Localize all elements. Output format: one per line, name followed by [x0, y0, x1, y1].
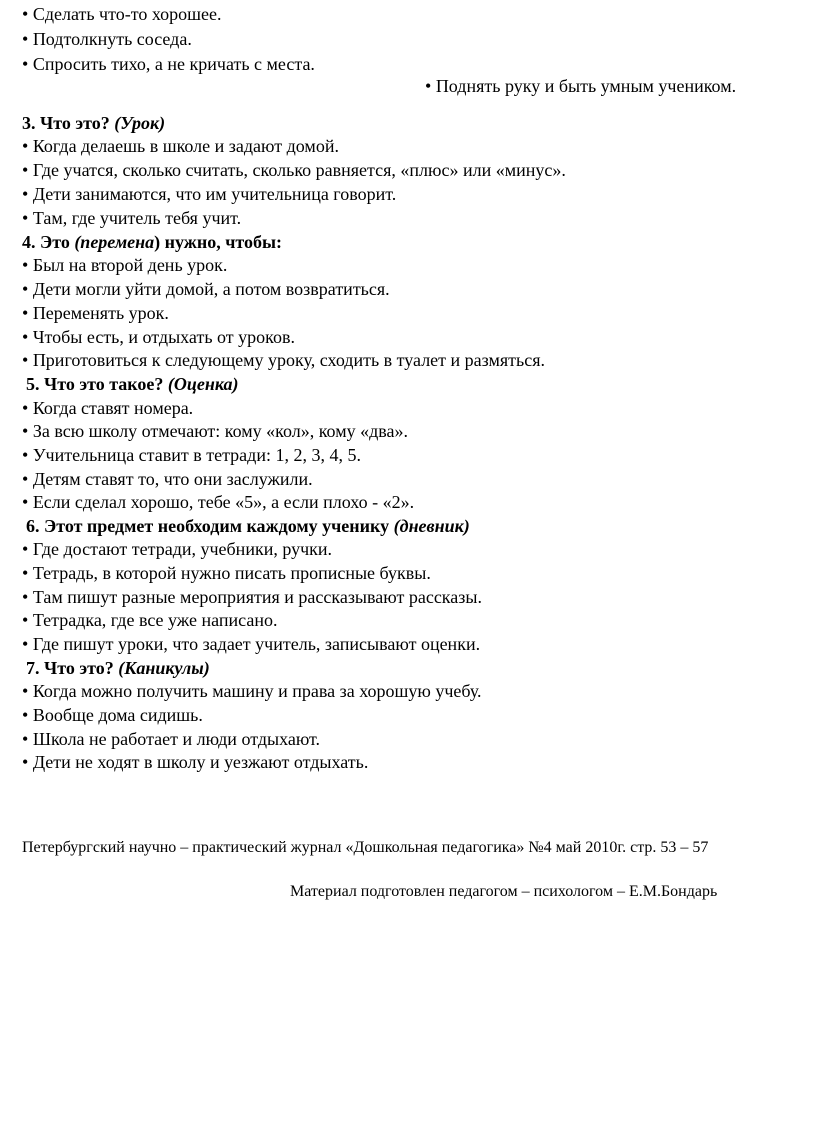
- section-answer: (Оценка): [167, 374, 239, 394]
- section-number: 4.: [22, 232, 36, 252]
- section-heading: [26, 657, 210, 679]
- list-item: • Тетрадь, в которой нужно писать прописные буквы.: [22, 562, 431, 584]
- source-citation: Петербургский научно – практический журнал «Дошкольная педагогика» №4 май 2010г. стр. 53 – 57: [22, 839, 709, 856]
- author-credit: Материал подготовлен педагогом – психологом – Е.М.Бондарь: [290, 883, 718, 900]
- list-item: • Дети не ходят в школу и уезжают отдыхать.: [22, 751, 368, 773]
- section-heading: [26, 515, 470, 537]
- section-number: 3.: [22, 113, 36, 133]
- section-number: 7.: [26, 658, 40, 678]
- section-number: 5.: [26, 374, 40, 394]
- list-item: • Тетрадка, где все уже написано.: [22, 609, 277, 631]
- list-item: • Там, где учитель тебя учит.: [22, 207, 241, 229]
- section-answer: (перемена: [74, 232, 155, 252]
- section-question: Что это?: [40, 113, 110, 133]
- section-question: Это: [40, 232, 70, 252]
- list-item: • Учительница ставит в тетради: 1, 2, 3, 4, 5.: [22, 444, 361, 466]
- list-item: • Чтобы есть, и отдыхать от уроков.: [22, 326, 295, 348]
- list-item: • Дети занимаются, что им учительница говорит.: [22, 183, 396, 205]
- section-heading: [22, 231, 282, 253]
- intro-item: • Сделать что-то хорошее.: [22, 3, 222, 25]
- section-answer: (Каникулы): [118, 658, 210, 678]
- list-item: • Переменять урок.: [22, 302, 169, 324]
- section-question-tail: ) нужно, чтобы:: [154, 232, 283, 252]
- list-item: • Там пишут разные мероприятия и рассказывают рассказы.: [22, 586, 482, 608]
- section-question: Этот предмет необходим каждому ученику: [44, 516, 390, 536]
- section-heading: [22, 112, 165, 134]
- intro-item: • Поднять руку и быть умным учеником.: [425, 75, 736, 97]
- intro-item: • Спросить тихо, а не кричать с места.: [22, 53, 315, 75]
- list-item: • Если сделал хорошо, тебе «5», а если плохо - «2».: [22, 491, 414, 513]
- section-heading: [26, 373, 239, 395]
- list-item: • Вообще дома сидишь.: [22, 704, 203, 726]
- list-item: • Когда ставят номера.: [22, 397, 193, 419]
- section-number: 6.: [26, 516, 40, 536]
- intro-item: • Подтолкнуть соседа.: [22, 28, 192, 50]
- list-item: • Школа не работает и люди отдыхают.: [22, 728, 320, 750]
- list-item: • Где учатся, сколько считать, сколько равняется, «плюс» или «минус».: [22, 159, 566, 181]
- list-item: • Дети могли уйти домой, а потом возвратиться.: [22, 278, 390, 300]
- list-item: • Когда можно получить машину и права за хорошую учебу.: [22, 680, 482, 702]
- section-question: Что это?: [44, 658, 114, 678]
- list-item: • Был на второй день урок.: [22, 254, 227, 276]
- section-answer: (дневник): [393, 516, 470, 536]
- list-item: • Приготовиться к следующему уроку, сходить в туалет и размяться.: [22, 349, 545, 371]
- list-item: • Где достают тетради, учебники, ручки.: [22, 538, 332, 560]
- list-item: • Детям ставят то, что они заслужили.: [22, 468, 313, 490]
- list-item: • За всю школу отмечают: кому «кол», кому «два».: [22, 420, 408, 442]
- section-answer: (Урок): [114, 113, 166, 133]
- list-item: • Где пишут уроки, что задает учитель, записывают оценки.: [22, 633, 480, 655]
- section-question: Что это такое?: [44, 374, 164, 394]
- list-item: • Когда делаешь в школе и задают домой.: [22, 135, 339, 157]
